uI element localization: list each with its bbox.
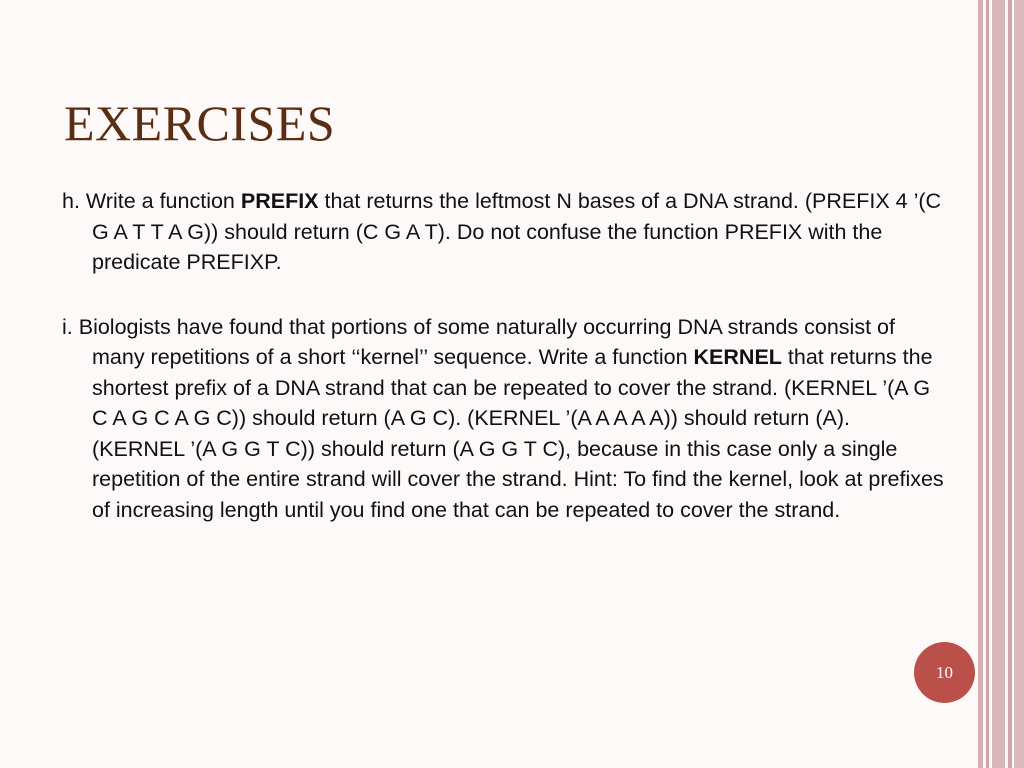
exercise-i-lead: i. Biologists have found that portions of some naturally occurring DNA strands consist of many repetitions of a short ‘‘kernel’’ sequence. Write a function [62,314,895,369]
exercise-h-keyword: PREFIX [240,189,319,213]
page-number-badge: 10 [914,642,975,703]
exercise-h-text: that returns the leftmost N bases of a DNA strand. (PREFIX 4 ’(C G A T T A G)) should return (C G A T). Do not confuse the function PREFIX with the predicate PREFIXP. [92,189,942,274]
decorative-stripe [986,0,989,768]
decorative-stripe [992,0,1005,768]
decorative-stripe [1008,0,1012,768]
exercise-h-lead: h. Write a function [62,189,241,213]
decorative-stripe [1014,0,1024,768]
exercise-i-text: that returns the shortest prefix of a DNA strand that can be repeated to cover the strand. (KERNEL ’(A G C A G C A G C)) should return (A G C). (KERNEL ’(A A A A A)) should return (A). (KERNEL ’(A G G T C)) should return (A G G T C), because in this case only a single repetition of the entire strand will cover the strand. Hint: To find the kernel, look at prefixes of increasing length until you find one that can be repeated to cover the strand. [92,345,944,522]
exercise-i-keyword: KERNEL [693,345,782,369]
decorative-stripe [978,0,983,768]
slide-body [62,186,947,525]
exercise-i [62,312,947,526]
slide-title: EXERCISES [64,95,336,151]
exercise-h [62,186,947,278]
